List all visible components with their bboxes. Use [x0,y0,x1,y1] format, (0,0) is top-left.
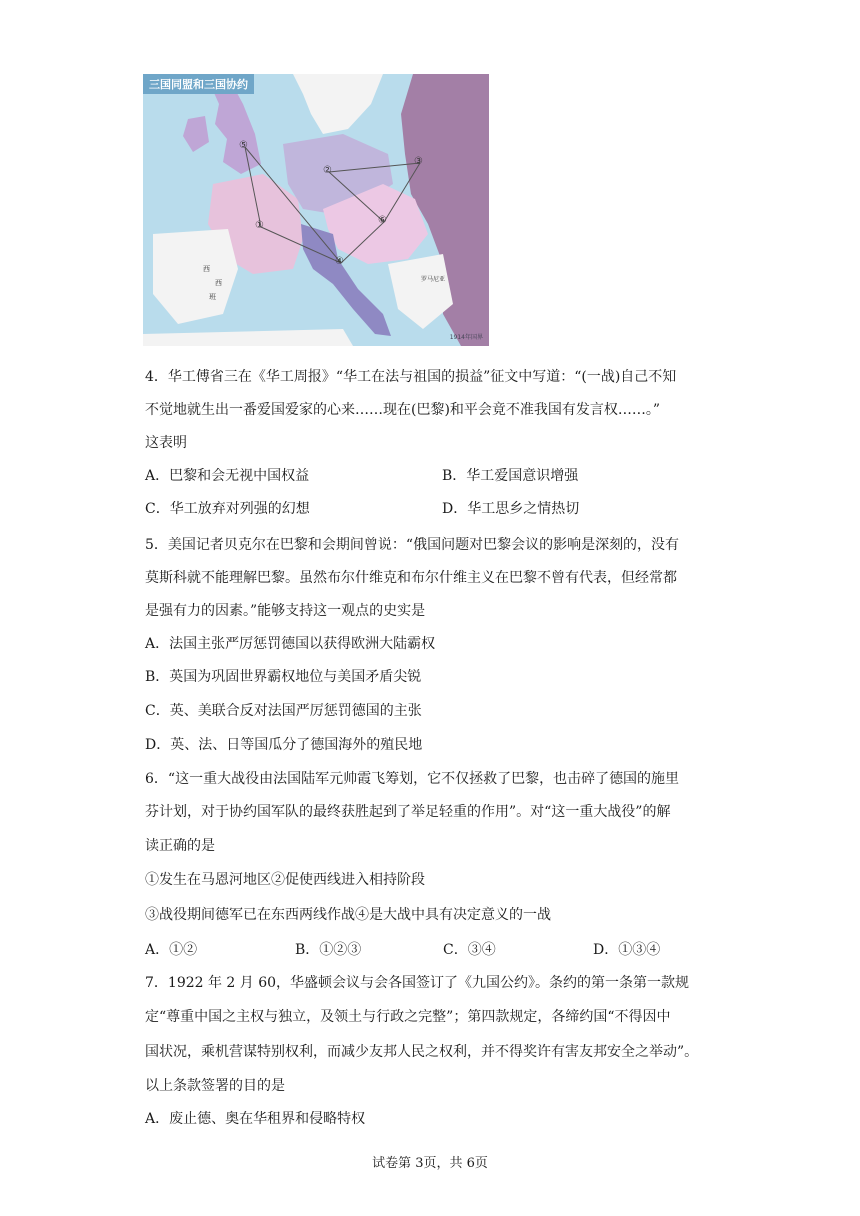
q7-line-4: 以上条款签署的目的是 [145,1078,285,1094]
q6-line-2: 芬计划，对于协约国军队的最终获胜起到了举足轻重的作用”。对“这一重大战役”的解 [145,804,671,820]
q5-line-3: 是强有力的因素。”能够支持这一观点的史实是 [145,603,426,619]
q4-line-1: 4．华工傅省三在《华工周报》“华工在法与祖国的损益”征文中写道：“(一战)自己不知 [145,369,677,385]
map-scale-note: 1914年国界 [449,334,483,341]
map-label-spain-2: 西 [215,279,222,287]
q7-line-1: 7．1922 年 2 月 60，华盛顿会议与会各国签订了《九国公约》。条约的第一条第一款规 [145,975,690,991]
map-title: 三国同盟和三国协约 [143,74,254,94]
q4-option-c: C．华工放弃对列强的幻想 [145,501,310,517]
map-marker-6: ⑥ [378,215,387,226]
map-marker-1: ① [255,220,264,231]
q7-line-2: 定“尊重中国之主权与独立，及领土与行政之完整”；第四款规定，各缔约国“不得因中 [145,1009,671,1025]
q5-option-a: A．法国主张严厉惩罚德国以获得欧洲大陆霸权 [145,636,436,652]
q6-line-1: 6．“这一重大战役由法国陆军元帅霞飞筹划，它不仅拯救了巴黎，也击碎了德国的施里 [145,771,680,787]
q4-option-a: A．巴黎和会无视中国权益 [145,468,310,484]
map-marker-4: ④ [335,256,344,267]
alliance-map [143,74,489,346]
q7-option-a: A．废止德、奥在华租界和侵略特权 [145,1111,366,1127]
q5-option-d: D．英、法、日等国瓜分了德国海外的殖民地 [145,737,423,753]
map-marker-5: ⑤ [239,140,248,151]
map-label-romania: 罗马尼亚 [421,276,446,283]
q6-option-c: C．③④ [443,942,496,958]
q5-option-c: C．英、美联合反对法国严厉惩罚德国的主张 [145,703,422,719]
q4-line-3: 这表明 [145,435,187,451]
q5-line-1: 5．美国记者贝克尔在巴黎和会期间曾说：“俄国问题对巴黎会议的影响是深刻的，没有 [145,537,680,553]
q4-option-d: D．华工思乡之情热切 [442,501,580,517]
q5-line-2: 莫斯科就不能理解巴黎。虽然布尔什维克和布尔什维主义在巴黎不曾有代表，但经常都 [145,570,677,586]
q5-option-b: B．英国为巩固世界霸权地位与美国矛盾尖锐 [145,669,422,685]
page-footer: 试卷第 3页，共 6页 [372,1156,488,1171]
q6-option-b: B．①②③ [295,942,362,958]
map-marker-3: ③ [414,156,423,167]
map-label-spain-1: 西 [203,265,210,273]
map-label-spain-3: 班 [209,293,216,301]
q7-line-3: 国状况，乘机营谋特别权利，而减少友邦人民之权利，并不得奖许有害友邦安全之举动”。 [145,1044,699,1060]
q6-option-a: A．①② [145,942,198,958]
q6-line-4: ①发生在马恩河地区②促使西线进入相持阶段 [145,872,425,888]
europe-map-graphic [143,74,489,346]
q6-line-5: ③战役期间德军已在东西两线作战④是大战中具有决定意义的一战 [145,907,551,923]
q4-line-2: 不觉地就生出一番爱国爱家的心来……现在(巴黎)和平会竟不准我国有发言权……。” [145,402,661,418]
q6-line-3: 读正确的是 [145,838,215,854]
map-marker-2: ② [323,165,332,176]
q6-option-d: D．①③④ [593,942,661,958]
q4-option-b: B．华工爱国意识增强 [442,468,579,484]
